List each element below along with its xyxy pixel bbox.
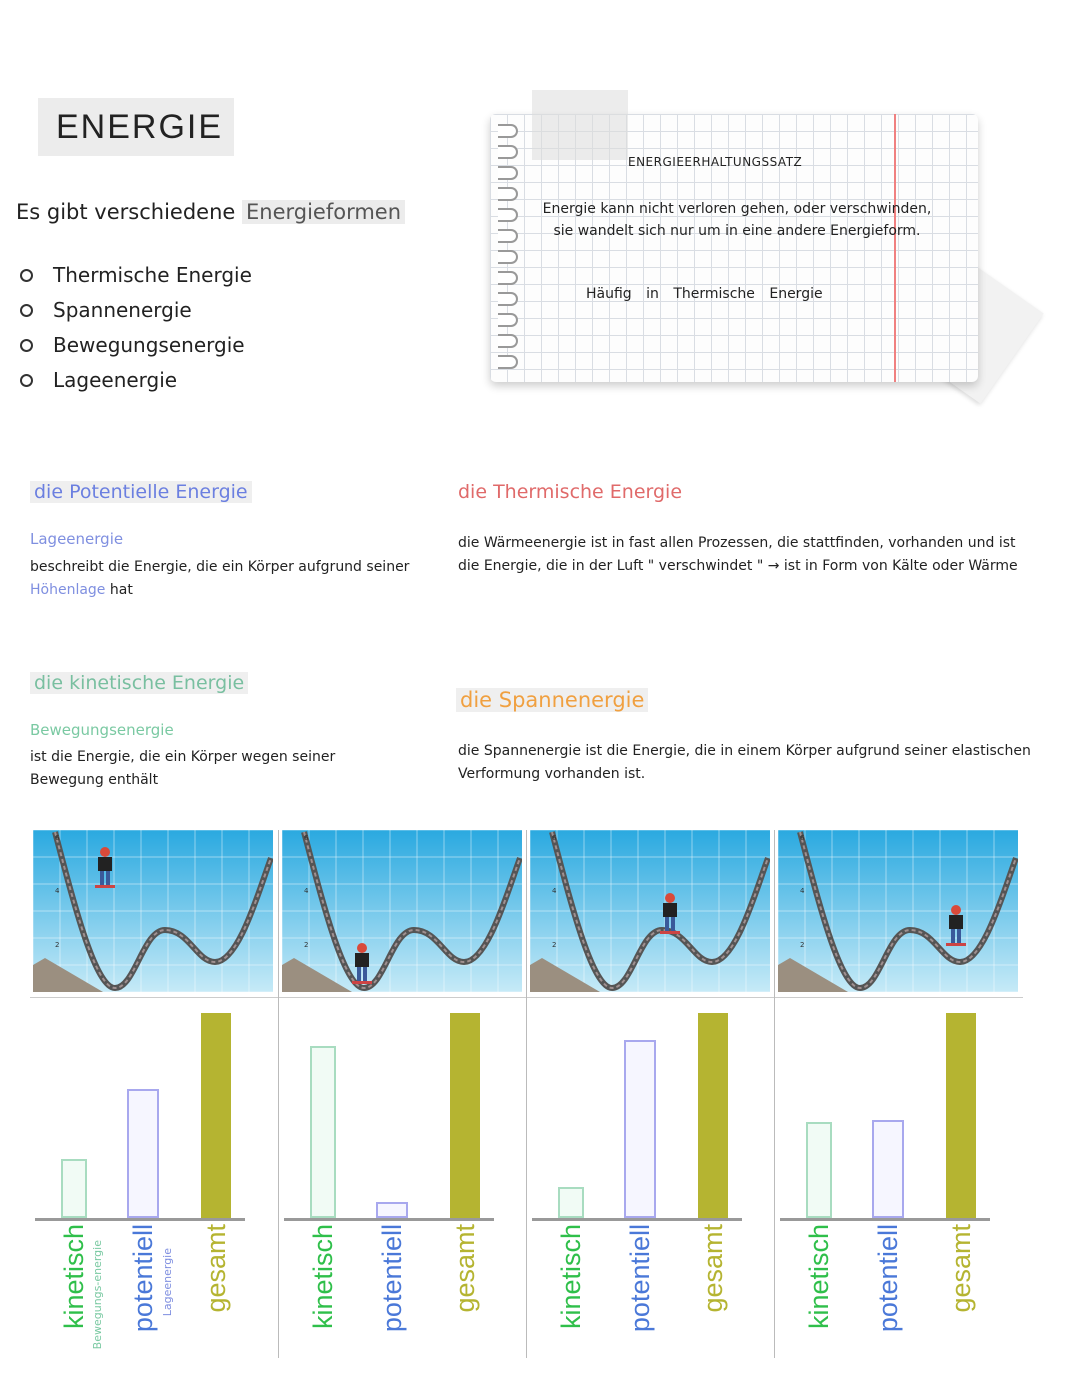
panel-separator bbox=[278, 830, 279, 1358]
energy-bar-gesamt bbox=[946, 1013, 976, 1218]
track-scene-image bbox=[530, 830, 770, 992]
bar-label-kinetisch: kinetisch bbox=[308, 1224, 338, 1330]
scene-tick-label: 4 bbox=[800, 887, 805, 895]
spiral-rings-icon bbox=[498, 124, 520, 376]
intro-highlight: Energieformen bbox=[242, 200, 405, 224]
bar-label-gesamt: gesamt bbox=[450, 1224, 480, 1313]
list-item: Bewegungsenergie bbox=[20, 328, 252, 363]
energy-bar-potentiell bbox=[872, 1120, 904, 1218]
scene-tick-label: 2 bbox=[304, 941, 309, 949]
bar-label-kinetisch: kinetisch bbox=[556, 1224, 586, 1330]
energy-bar-potentiell bbox=[127, 1089, 159, 1218]
energy-bar-chart bbox=[282, 1000, 522, 1360]
scene-tick-label: 6 bbox=[55, 834, 60, 842]
section-heading-thermal: die Thermische Energie bbox=[458, 481, 683, 503]
bar-label-potentiell: potentiell bbox=[128, 1224, 158, 1333]
bar-label-gesamt: gesamt bbox=[698, 1224, 728, 1313]
bar-label-kinetisch: kinetisch bbox=[59, 1224, 89, 1330]
energy-bar-chart bbox=[33, 1000, 273, 1360]
energy-bar-potentiell bbox=[624, 1040, 656, 1218]
bullet-icon bbox=[20, 304, 33, 317]
section-body-thermal: die Wärmeenergie ist in fast allen Prozessen, die stattfinden, vorhanden und ist die Energie, die in der Luft " verschwindet " → ist in Form von Kälte oder Wärme bbox=[458, 535, 1018, 574]
scene-tick-label: 2 bbox=[55, 941, 60, 949]
intro-line bbox=[16, 200, 405, 224]
panel-separator bbox=[774, 830, 775, 1358]
note-margin-line bbox=[894, 114, 896, 382]
bullet-icon bbox=[20, 374, 33, 387]
energy-forms-list bbox=[20, 258, 252, 398]
bullet-icon bbox=[20, 269, 33, 282]
energy-bar-gesamt bbox=[698, 1013, 728, 1218]
bar-label-kinetisch: kinetisch bbox=[804, 1224, 834, 1330]
scene-tick-label: 4 bbox=[304, 887, 309, 895]
bullet-icon bbox=[20, 339, 33, 352]
section-sub-kinetic: Bewegungsenergie bbox=[30, 721, 174, 739]
track-scene-svg bbox=[530, 830, 770, 992]
energy-bar-gesamt bbox=[201, 1013, 231, 1218]
scene-tick-label: 4 bbox=[55, 887, 60, 895]
bar-label-gesamt: gesamt bbox=[201, 1224, 231, 1313]
scene-tick-label: 6 bbox=[304, 834, 309, 842]
handwritten-note-kinetic: Bewegungs-energie bbox=[91, 1240, 104, 1350]
scene-tick-label: 2 bbox=[552, 941, 557, 949]
page-title: ENERGIE bbox=[38, 98, 234, 156]
chart-axis bbox=[780, 1218, 990, 1221]
note-tape bbox=[532, 90, 628, 160]
track-scene-image bbox=[282, 830, 522, 992]
list-item: Lageenergie bbox=[20, 363, 252, 398]
list-item: Thermische Energie bbox=[20, 258, 252, 293]
track-scene-image bbox=[778, 830, 1018, 992]
bar-label-potentiell: potentiell bbox=[377, 1224, 407, 1333]
scene-tick-label: 4 bbox=[552, 887, 557, 895]
intro-text: Es gibt verschiedene bbox=[16, 200, 236, 224]
scene-tick-label: 6 bbox=[552, 834, 557, 842]
panel-separator bbox=[526, 830, 527, 1358]
chart-axis bbox=[35, 1218, 245, 1221]
bar-label-potentiell: potentiell bbox=[625, 1224, 655, 1333]
energy-bar-gesamt bbox=[450, 1013, 480, 1218]
energy-bar-chart bbox=[530, 1000, 770, 1360]
scene-tick-label: 6 bbox=[800, 834, 805, 842]
energy-bar-potentiell bbox=[376, 1202, 408, 1218]
section-body-potential: beschreibt die Energie, die ein Körper aufgrund seiner Höhenlage hat bbox=[30, 559, 410, 598]
track-scene-svg bbox=[33, 830, 273, 992]
section-sub-potential: Lageenergie bbox=[30, 530, 124, 548]
section-body-kinetic: ist die Energie, die ein Körper wegen seiner Bewegung enthält bbox=[30, 749, 336, 788]
track-scene-image bbox=[33, 830, 273, 992]
energy-bar-kinetisch bbox=[61, 1159, 87, 1218]
section-heading-kinetic: die kinetische Energie bbox=[30, 672, 248, 694]
note-heading: ENERGIEERHALTUNGSSATZ bbox=[628, 155, 803, 169]
scene-tick-label: 2 bbox=[800, 941, 805, 949]
section-heading-potential: die Potentielle Energie bbox=[30, 481, 252, 503]
track-scene-svg bbox=[282, 830, 522, 992]
energy-bar-kinetisch bbox=[558, 1187, 584, 1218]
note-footer: Häufig in Thermische Energie bbox=[586, 286, 823, 302]
energy-bar-kinetisch bbox=[310, 1046, 336, 1218]
handwritten-note-potential: Lageenergie bbox=[161, 1248, 174, 1317]
energy-bar-chart bbox=[778, 1000, 1018, 1360]
bar-label-gesamt: gesamt bbox=[946, 1224, 976, 1313]
energy-bar-kinetisch bbox=[806, 1122, 832, 1218]
section-body-spring: die Spannenergie ist die Energie, die in einem Körper aufgrund seiner elastischen Verformung vorhanden ist. bbox=[458, 743, 1031, 782]
bar-label-potentiell: potentiell bbox=[873, 1224, 903, 1333]
skater-icon bbox=[95, 847, 115, 888]
section-heading-spring: die Spannenergie bbox=[456, 688, 648, 712]
track-scene-svg bbox=[778, 830, 1018, 992]
chart-axis bbox=[284, 1218, 494, 1221]
note-body: Energie kann nicht verloren gehen, oder verschwinden, sie wandelt sich nur um in eine andere Energieform. bbox=[542, 201, 932, 239]
chart-axis bbox=[532, 1218, 742, 1221]
list-item: Spannenergie bbox=[20, 293, 252, 328]
skater-icon bbox=[352, 943, 372, 984]
